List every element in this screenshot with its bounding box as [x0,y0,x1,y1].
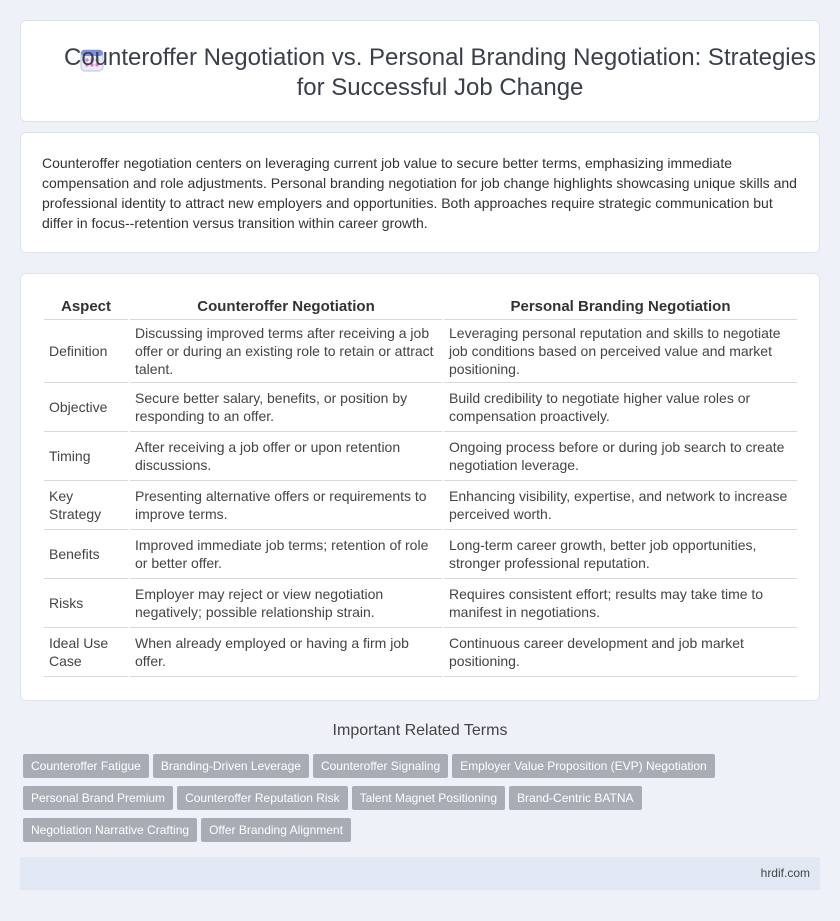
table-row [44,481,797,530]
related-term-tag[interactable]: Employer Value Proposition (EVP) Negotiation [452,754,715,778]
row-personal-branding: Requires consistent effort; results may take time to manifest in negotiations. [444,579,797,628]
comparison-table [42,294,799,677]
header-counteroffer: Counteroffer Negotiation [130,294,442,320]
comparison-card [20,273,820,701]
row-counteroffer: After receiving a job offer or upon retention discussions. [130,432,442,481]
header-aspect: Aspect [44,294,128,320]
row-counteroffer: Presenting alternative offers or requirements to improve terms. [130,481,442,530]
related-term-tag[interactable]: Negotiation Narrative Crafting [23,818,197,842]
row-counteroffer: Employer may reject or view negotiation negatively; possible relationship strain. [130,579,442,628]
row-personal-branding: Ongoing process before or during job search to create negotiation leverage. [444,432,797,481]
intro-card [20,132,820,253]
related-term-tag[interactable]: Branding-Driven Leverage [153,754,309,778]
row-aspect: Definition [44,320,128,383]
row-aspect: Benefits [44,530,128,579]
row-aspect: Ideal Use Case [44,628,128,677]
row-counteroffer: When already employed or having a firm job offer. [130,628,442,677]
row-aspect: Timing [44,432,128,481]
related-terms-list [23,754,803,850]
intro-paragraph: Counteroffer negotiation centers on leveraging current job value to secure better terms, emphasizing immediate compensation and role adjustments. Personal branding negotiation for job change highlights showcasing unique skills and professional identity to attract new employers and opportunities. Both approaches require strategic communication but differ in focus--retention versus transition within career growth. [42,155,797,231]
row-counteroffer: Secure better salary, benefits, or position by responding to an offer. [130,383,442,432]
row-personal-branding: Build credibility to negotiate higher value roles or compensation proactively. [444,383,797,432]
table-row [44,579,797,628]
related-terms-heading: Important Related Terms [332,722,508,739]
related-term-tag[interactable]: Counteroffer Reputation Risk [177,786,348,810]
page-title: Counteroffer Negotiation vs. Personal Branding Negotiation: Strategies for Successful Job Change [63,44,816,101]
related-term-tag[interactable]: Counteroffer Fatigue [23,754,149,778]
row-aspect: Risks [44,579,128,628]
header-personal-branding: Personal Branding Negotiation [444,294,797,320]
row-counteroffer: Discussing improved terms after receiving a job offer or during an existing role to retain or attract talent. [130,320,442,383]
related-term-tag[interactable]: Counteroffer Signaling [313,754,448,778]
row-aspect: Objective [44,383,128,432]
related-term-tag[interactable]: Offer Branding Alignment [201,818,351,842]
row-personal-branding: Enhancing visibility, expertise, and network to increase perceived worth. [444,481,797,530]
related-term-tag[interactable]: Brand-Centric BATNA [509,786,641,810]
table-row [44,628,797,677]
title-card [20,20,820,122]
row-aspect: Key Strategy [44,481,128,530]
row-personal-branding: Continuous career development and job market positioning. [444,628,797,677]
footer-site-link[interactable]: hrdif.com [760,866,810,880]
footer [20,857,820,890]
table-row [44,320,797,383]
table-row [44,530,797,579]
table-row [44,432,797,481]
related-term-tag[interactable]: Talent Magnet Positioning [352,786,505,810]
row-personal-branding: Leveraging personal reputation and skills to negotiate job conditions based on perceived value and market positioning. [444,320,797,383]
row-personal-branding: Long-term career growth, better job opportunities, stronger professional reputation. [444,530,797,579]
table-row [44,383,797,432]
related-term-tag[interactable]: Personal Brand Premium [23,786,173,810]
row-counteroffer: Improved immediate job terms; retention of role or better offer. [130,530,442,579]
